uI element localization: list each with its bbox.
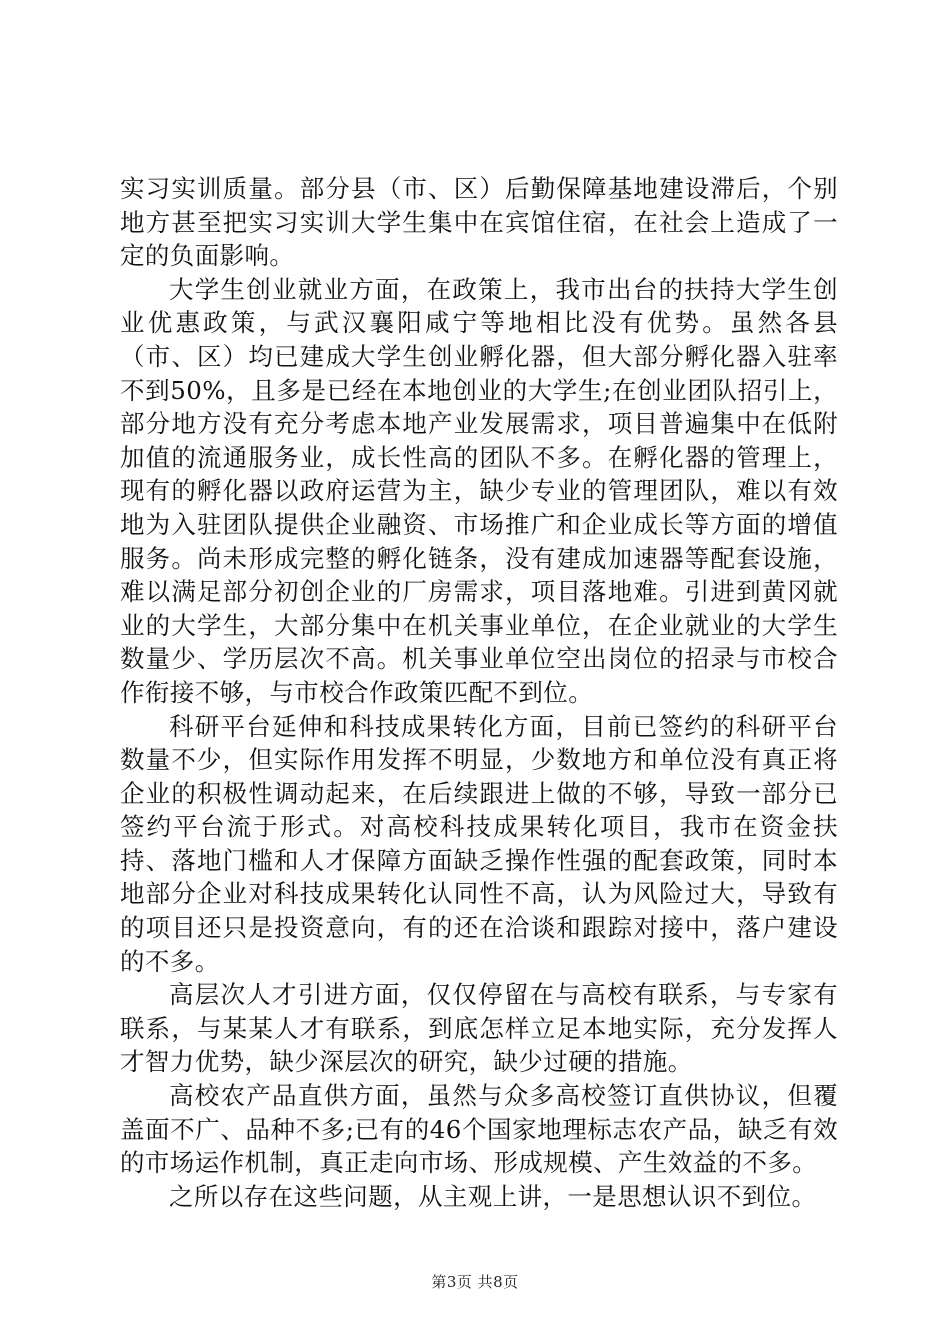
paragraph-1: 实习实训质量。部分县（市、区）后勤保障基地建设滞后，个别地方甚至把实习实训大学生集中在宾馆住宿，在社会上造成了一定的负面影响。 bbox=[120, 174, 838, 271]
paragraph-6: 之所以存在这些问题，从主观上讲，一是思想认识不到位。 bbox=[169, 1181, 817, 1211]
paragraph-2: 大学生创业就业方面，在政策上，我市出台的扶持大学生创业优惠政策，与武汉襄阳咸宁等地相比没有优势。虽然各县（市、区）均已建成大学生创业孵化器，但大部分孵化器入驻率不到50%，且多是已经在本地创业的大学生;在创业团队招引上，部分地方没有充分考虑本地产业发展需求，项目普遍集中在低附加值的流通服务业，成长性高的团队不多。在孵化器的管理上，现有的孵化器以政府运营为主，缺少专业的管理团队，难以有效地为入驻团队提供企业融资、市场推广和企业成长等方面的增值服务。尚未形成完整的孵化链条，没有建成加速器等配套设施，难以满足部分初创企业的厂房需求，项目落地难。引进到黄冈就业的大学生，大部分集中在机关事业单位，在企业就业的大学生数量少、学历层次不高。机关事业单位空出岗位的招录与市校合作衔接不够，与市校合作政策匹配不到位。 bbox=[120, 274, 838, 707]
paragraph-3: 科研平台延伸和科技成果转化方面，目前已签约的科研平台数量不少，但实际作用发挥不明显，少数地方和单位没有真正将企业的积极性调动起来，在后续跟进上做的不够，导致一部分已签约平台流于形式。对高校科技成果转化项目，我市在资金扶持、落地门槛和人才保障方面缺乏操作性强的配套政策，同时本地部分企业对科技成果转化认同性不高，认为风险过大，导致有的项目还只是投资意向，有的还在洽谈和跟踪对接中，落户建设的不多。 bbox=[120, 711, 838, 976]
page-footer: 第3页 共8页 bbox=[431, 1273, 519, 1291]
body-text bbox=[120, 172, 838, 1213]
paragraph-5: 高校农产品直供方面，虽然与众多高校签订直供协议，但覆盖面不广、品种不多;已有的46个国家地理标志农产品，缺乏有效的市场运作机制，真正走向市场、形成规模、产生效益的不多。 bbox=[120, 1081, 838, 1178]
paragraph-4: 高层次人才引进方面，仅仅停留在与高校有联系，与专家有联系，与某某人才有联系，到底怎样立足本地实际，充分发挥人才智力优势，缺少深层次的研究，缺少过硬的措施。 bbox=[120, 980, 838, 1077]
